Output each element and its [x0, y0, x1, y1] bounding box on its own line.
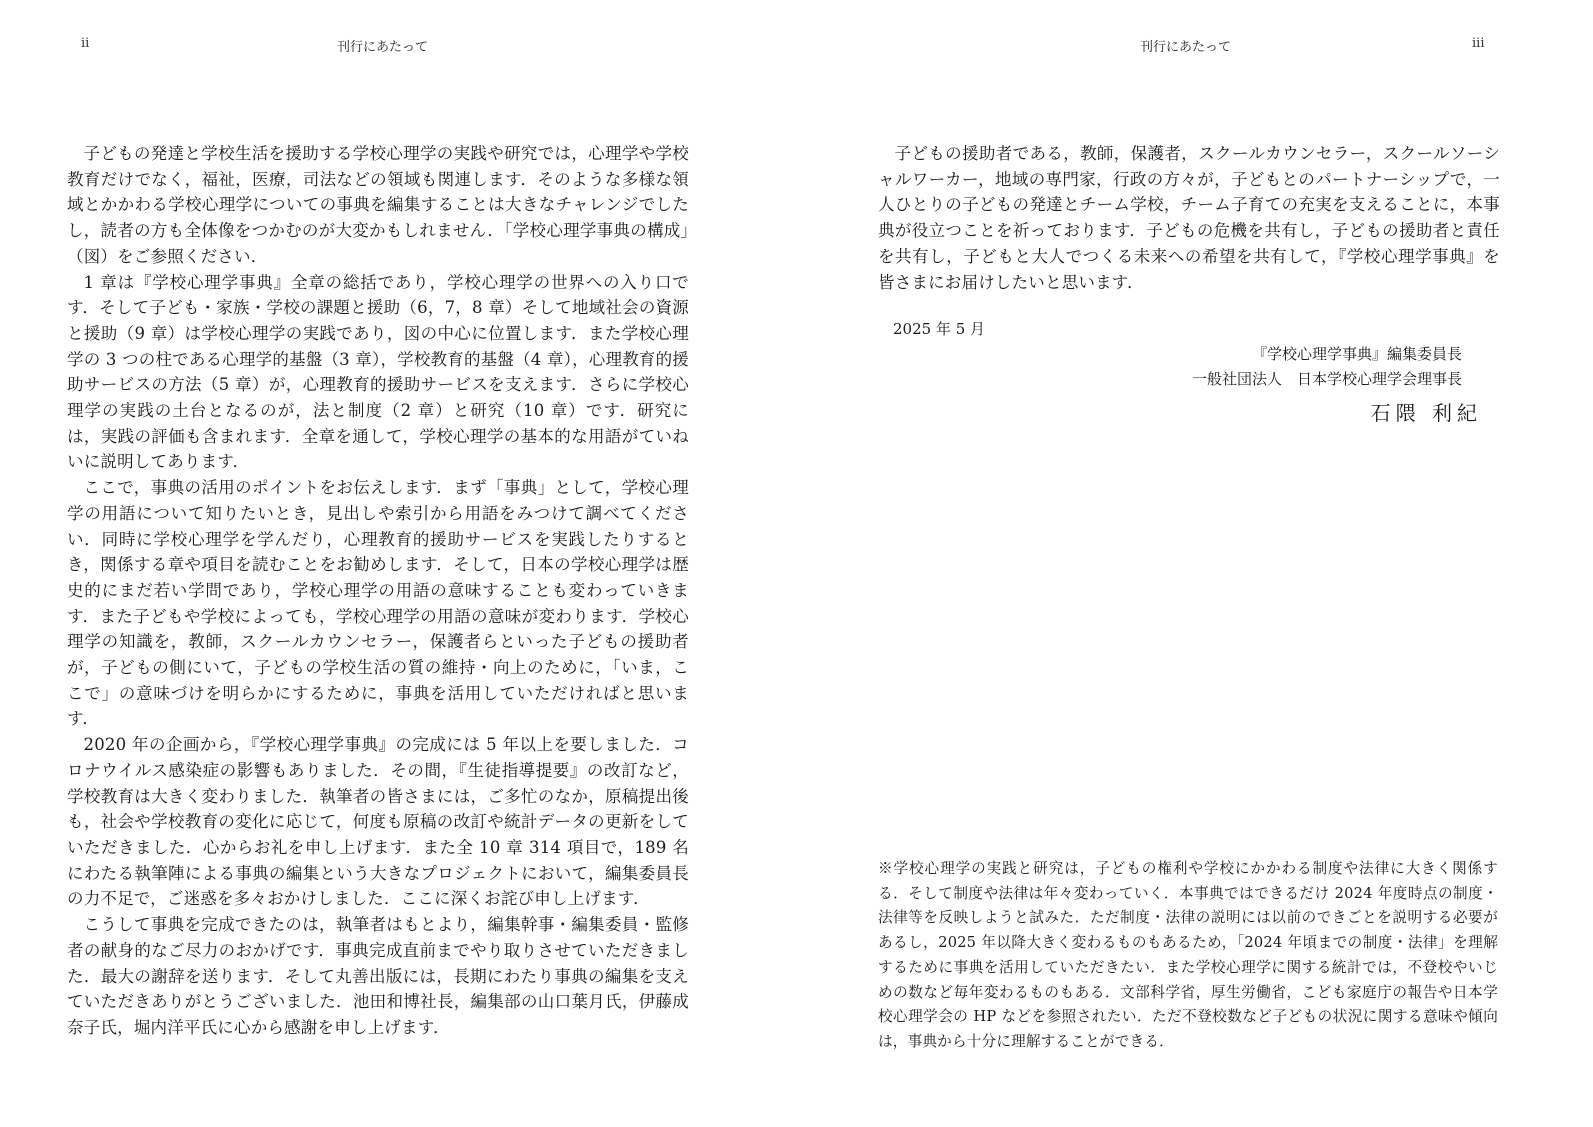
footnote-text: ※学校心理学の実践と研究は，子どもの権利や学校にかかわる制度や法律に大きく関係する．そして制度や法律は年々変わっていく．本事典ではできるだけ 2024 年度時点の制度・法律等を反映しようと試みた．ただ制度・法律の説明には以前のできごとを説明する必要があるし，2025 年以降大きく変わるものもあるため，「2024 年頃までの制度・法律」を理解するために事典を活用していただきたい．また学校心理学に関する統計では，不登校やいじめの数など毎年変わるものもある．文部科学省，厚生労働省，こども家庭庁の報告や日本学校心理学会の HP などを参照されたい．ただ不登校数など子どもの状況に関する意味や傾向は，事典から十分に理解することができる．: [878, 860, 1498, 1050]
signature-affiliation: 一般社団法人 日本学校心理学会理事長: [1191, 370, 1462, 388]
paragraph-5: こうして事典を完成できたのは，執筆者はもとより，編集幹事・編集委員・監修者の献身的なご尽力のおかげです．事典完成直前までやり取りさせていただきました．最大の謝辞を送ります．そして丸善出版には，長期にわたり事典の編集を支えていただきありがとうございました．池田和博社長，編集部の山口葉月氏，伊藤成奈子氏，堀内洋平氏に心から感謝を申し上げます．: [67, 915, 689, 1037]
preface-body-left: [67, 141, 689, 1041]
page-number-left: ii: [81, 36, 90, 51]
paragraph-2: 1 章は『学校心理学事典』全章の総括であり，学校心理学の世界への入り口です．そして子ども・家族・学校の課題と援助（6，7，8 章）そして地域社会の資源と援助（9 章）は学校心理学の実践であり，図の中心に位置します．また学校心理学の 3 つの柱である心理学的基盤（3 章），学校教育的基盤（4 章），心理教育的援助サービスの方法（5 章）が，心理教育的援助サービスを支えます．さらに学校心理学の実践の土台となるのが，法と制度（2 章）と研究（10 章）です．研究には，実践の評価も含まれます．全章を通して，学校心理学の基本的な用語がていねいに説明してあります．: [67, 272, 689, 472]
page-number-right: iii: [1472, 36, 1485, 51]
running-head-right: 刊行にあたって: [1140, 40, 1232, 55]
preface-body-right: [878, 141, 1500, 295]
left-page: [0, 0, 790, 1127]
running-head-left: 刊行にあたって: [337, 40, 429, 55]
footnote: [878, 857, 1498, 1055]
date-line: 2025 年 5 月: [893, 320, 986, 338]
signature-name: 石隈 利紀: [1370, 401, 1482, 425]
paragraph-1: 子どもの発達と学校生活を援助する学校心理学の実践や研究では，心理学や学校教育だけでなく，福祉，医療，司法などの領域も関連します．そのような多様な領域とかかわる学校心理学についての事典を編集することは大きなチャレンジでしたし，読者の方も全体像をつかむのが大変かもしれません．「学校心理学事典の構成」（図）をご参照ください．: [67, 144, 689, 266]
closing-paragraph: 子どもの援助者である，教師，保護者，スクールカウンセラー，スクールソーシャルワーカー，地域の専門家，行政の方々が，子どもとのパートナーシップで，一人ひとりの子どもの発達とチーム学校，チーム子育ての充実を支えることに，本事典が役立つことを祈っております．子どもの危機を共有し，子どもの援助者と責任を共有し，子どもと大人でつくる未来への希望を共有して，『学校心理学事典』を皆さまにお届けしたいと思います．: [878, 144, 1500, 292]
signature-title: 『学校心理学事典』編集委員長: [1251, 345, 1462, 363]
paragraph-3: ここで，事典の活用のポイントをお伝えします．まず「事典」として，学校心理学の用語について知りたいとき，見出しや索引から用語をみつけて調べてください．同時に学校心理学を学んだり，心理教育的援助サービスを実践したりするとき，関係する章や項目を読むことをお勧めします．そして，日本の学校心理学は歴史的にまだ若い学問であり，学校心理学の用語の意味することも変わっていきます．また子どもや学校によっても，学校心理学の用語の意味が変わります．学校心理学の知識を，教師，スクールカウンセラー，保護者らといった子どもの援助者が，子どもの側にいて，子どもの学校生活の質の維持・向上のために，「いま，ここで」の意味づけを明らかにするために，事典を活用していただければと思います．: [67, 478, 689, 729]
right-page: [800, 0, 1593, 1127]
paragraph-4: 2020 年の企画から，『学校心理学事典』の完成には 5 年以上を要しました．コロナウイルス感染症の影響もありました．その間，『生徒指導提要』の改訂など，学校教育は大きく変わりました．執筆者の皆さまには，ご多忙のなか，原稿提出後も，社会や学校教育の変化に応じて，何度も原稿の改訂や統計データの更新をしていただきました．心からお礼を申し上げます．また全 10 章 314 項目で，189 名にわたる執筆陣による事典の編集という大きなプロジェクトにおいて，編集委員長の力不足で，ご迷惑を多々おかけしました．ここに深くお詫び申し上げます．: [67, 735, 689, 909]
